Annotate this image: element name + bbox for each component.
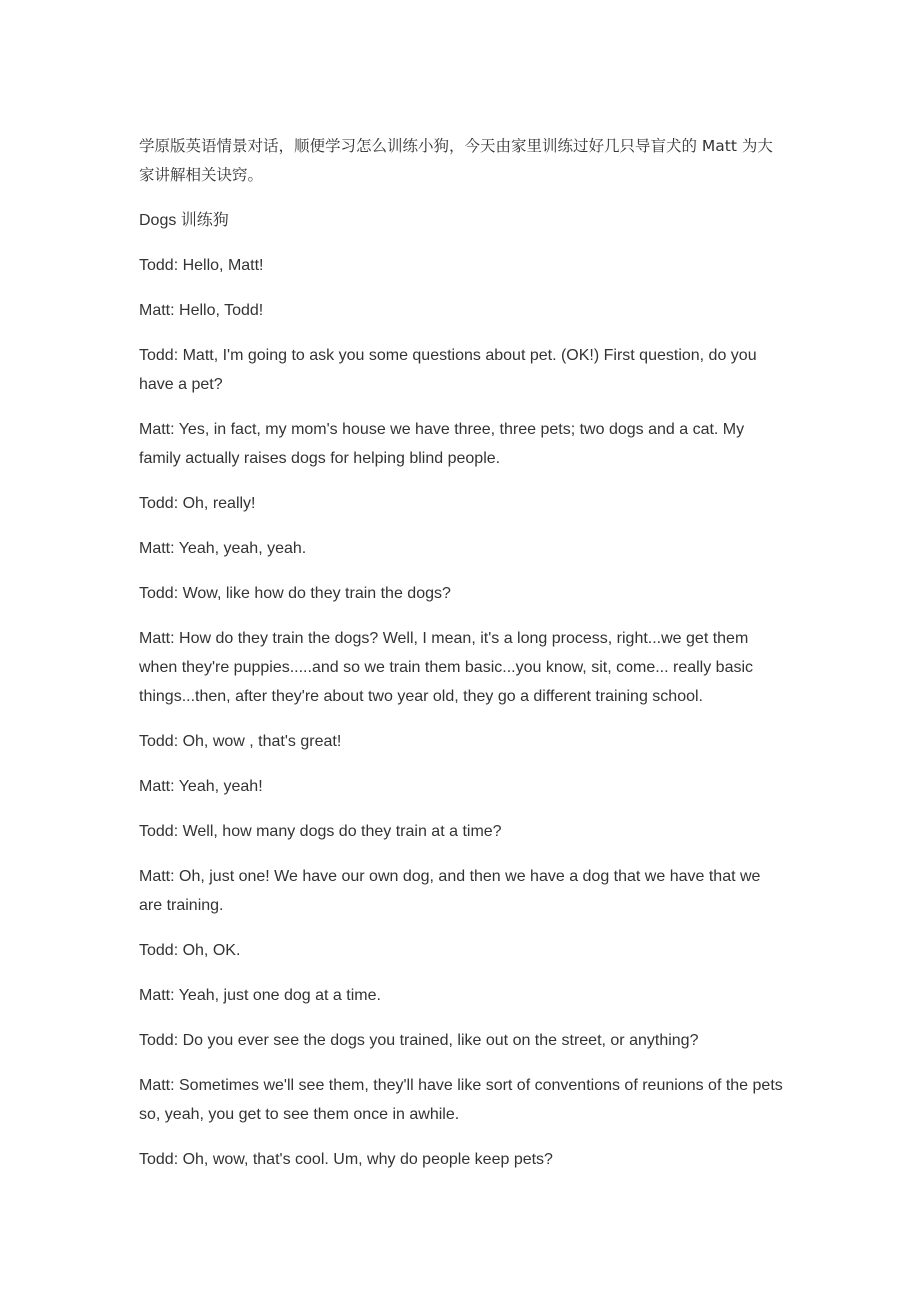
dialogue-line: Todd: Oh, wow , that's great! [139,733,342,750]
dialogue-line: Matt: Yeah, yeah! [139,778,263,795]
dialogue-line: Todd: Hello, Matt! [139,257,264,274]
dialogue-line: Todd: Matt, I'm going to ask you some questions about pet. (OK!) First question, do you have a pet? [139,347,757,393]
document-title: Dogs 训练狗 [139,212,229,229]
dialogue-line: Todd: Well, how many dogs do they train at a time? [139,823,502,840]
dialogue [139,251,784,1174]
dialogue-line: Matt: Yeah, just one dog at a time. [139,987,381,1004]
dialogue-line: Matt: Yes, in fact, my mom's house we have three, three pets; two dogs and a cat. My family actually raises dogs for helping blind people. [139,421,745,467]
dialogue-line: Todd: Wow, like how do they train the dogs? [139,585,451,602]
intro-paragraph: 学原版英语情景对话，顺便学习怎么训练小狗，今天由家里训练过好几只导盲犬的 Matt 为大家讲解相关诀窍。 [139,137,773,184]
dialogue-line: Matt: How do they train the dogs? Well, I mean, it's a long process, right...we get them when they're puppies.....and so we train them basic...you know, sit, come... really basic things...then, after they're about two year old, they go a different training school. [139,630,754,705]
document-body [139,132,784,1190]
dialogue-line: Todd: Oh, OK. [139,942,241,959]
dialogue-line: Matt: Yeah, yeah, yeah. [139,540,307,557]
dialogue-line: Todd: Oh, really! [139,495,256,512]
dialogue-line: Todd: Oh, wow, that's cool. Um, why do people keep pets? [139,1151,553,1168]
dialogue-line: Matt: Hello, Todd! [139,302,264,319]
dialogue-line: Matt: Sometimes we'll see them, they'll have like sort of conventions of reunions of the pets so, yeah, you get to see them once in awhile. [139,1077,783,1123]
dialogue-line: Todd: Do you ever see the dogs you trained, like out on the street, or anything? [139,1032,699,1049]
dialogue-line: Matt: Oh, just one! We have our own dog, and then we have a dog that we have that we are training. [139,868,761,914]
